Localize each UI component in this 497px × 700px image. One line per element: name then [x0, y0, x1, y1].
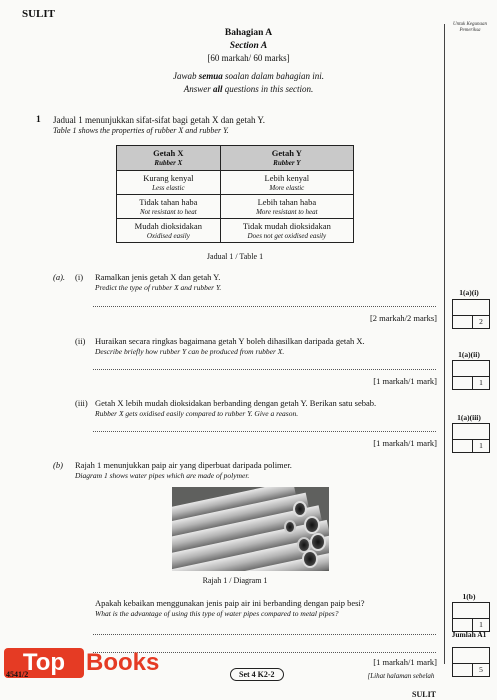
mark-box — [452, 423, 490, 453]
confidential-label: SULIT — [22, 8, 56, 20]
mark-box — [452, 299, 490, 329]
table-header: Getah X Rubber X — [117, 146, 221, 171]
question-ref: 1(a)(iii) — [457, 413, 481, 422]
question-number: 1 — [36, 115, 41, 125]
question-ref: 1(a)(i) — [459, 288, 479, 297]
answer-line[interactable] — [93, 369, 436, 370]
total-label: Jumlah A1 — [451, 630, 487, 639]
table-row — [117, 171, 354, 195]
examiner-note: Untuk Kegunaan Pemeriksa — [452, 22, 488, 33]
answer-line[interactable] — [93, 306, 436, 307]
total-max-mark: 5 — [472, 664, 489, 676]
page-turn-note: [Lihat halaman sebelah — [367, 672, 435, 680]
marks-label: [1 markah/1 mark] — [373, 657, 437, 667]
part-a-iii-text-en: Rubber X gets oxidised easily compared to rubber Y. Give a reason. — [95, 409, 299, 418]
table-cell: Tidak tahan haba Not resistant to heat — [117, 195, 221, 219]
question-ref: 1(b) — [462, 592, 476, 601]
logo-books-text: Books — [86, 649, 160, 676]
section-marks: [60 markah/ 60 marks] — [207, 53, 290, 63]
margin-line — [444, 24, 445, 664]
question-text-en: Table 1 shows the properties of rubber X and rubber Y. — [53, 126, 229, 135]
marks-label: [1 markah/1 mark] — [373, 376, 437, 386]
question-ref: 1(a)(ii) — [458, 350, 480, 359]
mark-box — [452, 360, 490, 390]
table-row — [117, 195, 354, 219]
part-b-intro-ms: Rajah 1 menunjukkan paip air yang diperbuat daripada polimer. — [75, 460, 292, 470]
mark-box — [452, 602, 490, 632]
table-cell: Lebih tahan haba More resistant to heat — [220, 195, 353, 219]
section-title-en: Section A — [229, 41, 268, 51]
part-a-iii-number: (iii) — [75, 398, 88, 408]
part-b-intro-en: Diagram 1 shows water pipes which are made of polymer. — [75, 471, 250, 480]
part-a-i-text-en: Predict the type of rubber X and rubber Y. — [95, 283, 222, 292]
part-b-label: (b) — [53, 460, 63, 470]
instruction-ms: Jawab semua soalan dalam bahagian ini. — [172, 71, 325, 81]
properties-table — [116, 145, 354, 243]
answer-line[interactable] — [93, 431, 436, 432]
table-header-row — [117, 146, 354, 171]
part-b-text-ms: Apakah kebaikan menggunakan jenis paip air ini berbanding dengan paip besi? — [95, 598, 365, 608]
marks-label: [2 markah/2 marks] — [369, 313, 437, 323]
max-mark: 1 — [472, 619, 489, 631]
part-a-ii-number: (ii) — [75, 336, 86, 346]
table-cell: Lebih kenyal More elastic — [220, 171, 353, 195]
instruction-en: Answer all questions in this section. — [183, 84, 314, 94]
answer-line[interactable] — [93, 634, 436, 635]
marks-label: [1 markah/1 mark] — [373, 438, 437, 448]
part-a-i-text-ms: Ramalkan jenis getah X dan getah Y. — [95, 272, 221, 282]
part-a-label: (a). — [53, 272, 66, 282]
set-label: Set 4 K2-2 — [230, 668, 284, 681]
table-row — [117, 219, 354, 243]
table-caption: Jadual 1 / Table 1 — [206, 252, 264, 261]
part-b-text-en: What is the advantage of using this type of water pipes compared to metal pipes? — [95, 609, 339, 618]
max-mark: 2 — [472, 316, 489, 328]
watermark-logo — [0, 646, 176, 686]
part-a-ii-text-ms: Huraikan secara ringkas bagaimana getah Y boleh dihasilkan daripada getah X. — [95, 336, 365, 346]
water-pipes-photo — [172, 487, 329, 571]
part-a-i-number: (i) — [75, 272, 84, 282]
total-mark-box — [452, 647, 490, 677]
max-mark: 1 — [472, 377, 489, 389]
table-cell: Mudah dioksidakan Oxidised easily — [117, 219, 221, 243]
table-header: Getah Y Rubber Y — [220, 146, 353, 171]
part-a-ii-text-en: Describe briefly how rubber Y can be produced from rubber X. — [95, 347, 285, 356]
part-a-iii-text-ms: Getah X lebih mudah dioksidakan berbanding dengan getah Y. Berikan satu sebab. — [95, 398, 377, 408]
table-cell: Kurang kenyal Less elastic — [117, 171, 221, 195]
logo-top-text: Top — [4, 648, 84, 678]
confidential-label-bottom: SULIT — [412, 690, 437, 699]
paper-code: 4541/2 — [6, 670, 29, 679]
table-cell: Tidak mudah dioksidakan Does not get oxidised easily — [220, 219, 353, 243]
section-title-ms: Bahagian A — [224, 28, 273, 38]
diagram-caption: Rajah 1 / Diagram 1 — [202, 576, 268, 585]
question-text-ms: Jadual 1 menunjukkan sifat-sifat bagi getah X dan getah Y. — [53, 115, 265, 125]
max-mark: 1 — [472, 440, 489, 452]
